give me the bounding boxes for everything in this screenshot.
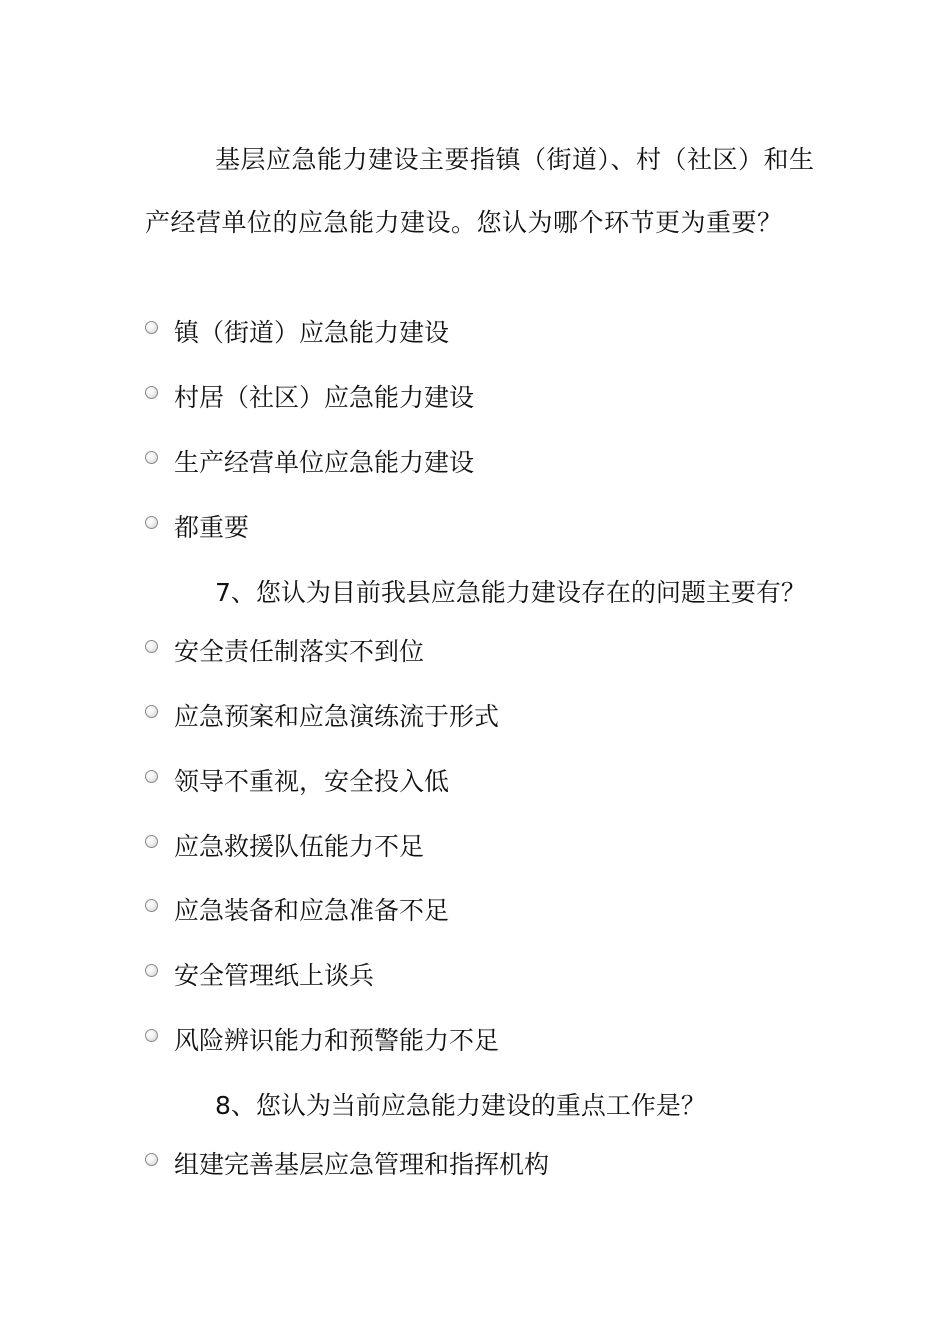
option-label: 都重要 [174, 513, 250, 542]
radio-button-icon[interactable] [145, 321, 158, 334]
question-6-text: 基层应急能力建设主要指镇（街道）、村（社区）和生产经营单位的应急能力建设。您认为哪个环节更为重要？ [145, 145, 815, 237]
q7-option-5[interactable] [145, 891, 449, 927]
option-label: 生产经营单位应急能力建设 [174, 448, 475, 477]
q6-option-town[interactable] [145, 313, 449, 349]
radio-button-icon[interactable] [145, 1153, 158, 1166]
question-7-title: 7、您认为目前我县应急能力建设存在的问题主要有？ [215, 578, 806, 607]
radio-button-icon[interactable] [145, 386, 158, 399]
option-label: 领导不重视，安全投入低 [174, 767, 450, 796]
option-label: 组建完善基层应急管理和指挥机构 [174, 1150, 550, 1179]
q8-option-1[interactable] [145, 1145, 549, 1181]
radio-button-icon[interactable] [145, 516, 158, 529]
option-label: 镇（街道）应急能力建设 [174, 318, 450, 347]
radio-button-icon[interactable] [145, 640, 158, 653]
option-label: 安全责任制落实不到位 [174, 637, 425, 666]
radio-button-icon[interactable] [145, 835, 158, 848]
q7-option-7[interactable] [145, 1021, 499, 1057]
option-label: 应急预案和应急演练流于形式 [174, 702, 500, 731]
q7-option-1[interactable] [145, 632, 424, 668]
radio-button-icon[interactable] [145, 770, 158, 783]
q7-option-4[interactable] [145, 827, 424, 863]
q7-option-6[interactable] [145, 956, 374, 992]
q7-option-2[interactable] [145, 697, 499, 733]
radio-button-icon[interactable] [145, 964, 158, 977]
option-label: 应急救援队伍能力不足 [174, 832, 425, 861]
option-label: 安全管理纸上谈兵 [174, 961, 375, 990]
q6-option-all[interactable] [145, 508, 249, 544]
question-8-title: 8、您认为当前应急能力建设的重点工作是？ [215, 1091, 706, 1120]
q6-option-village[interactable] [145, 378, 474, 414]
radio-button-icon[interactable] [145, 451, 158, 464]
option-label: 村居（社区）应急能力建设 [174, 383, 475, 412]
option-label: 风险辨识能力和预警能力不足 [174, 1026, 500, 1055]
option-label: 应急装备和应急准备不足 [174, 896, 450, 925]
radio-button-icon[interactable] [145, 899, 158, 912]
q7-option-3[interactable] [145, 762, 449, 798]
q6-option-business[interactable] [145, 443, 474, 479]
radio-button-icon[interactable] [145, 705, 158, 718]
radio-button-icon[interactable] [145, 1029, 158, 1042]
